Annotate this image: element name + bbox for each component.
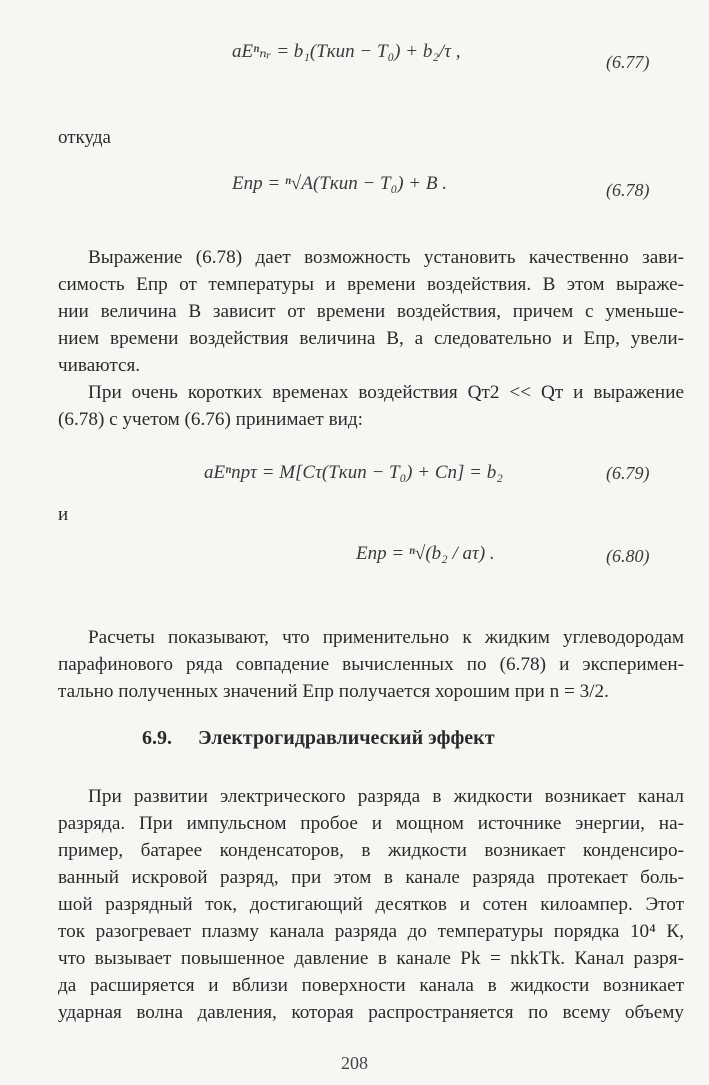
equation-6-77 xyxy=(232,40,461,63)
text-line: симость Eпр от температуры и времени воздействия. В этом выраже- xyxy=(58,274,684,295)
paragraph-4 xyxy=(58,783,684,1026)
section-heading xyxy=(142,727,495,750)
equation-number-6-77: (6.77) xyxy=(606,52,650,72)
text-line: При развитии электрического разряда в жидкости возникает канал xyxy=(88,786,684,807)
equation-number-6-80: (6.80) xyxy=(606,546,650,566)
equation-text: aEⁿпрτ = M[Cτ(Tкип − T₀) + Cп] = b₂ xyxy=(204,462,503,483)
text-line: да расширяется и вблизи поверхности канала в жидкости возникает xyxy=(58,975,684,996)
paragraph-1 xyxy=(58,244,684,379)
word-otkuda: откуда xyxy=(58,127,111,148)
text-line: чиваются. xyxy=(58,355,141,376)
text-line: что вызывает повышенное давление в канале Pk = nkkTk. Канал разря- xyxy=(58,948,684,969)
page-number: 208 xyxy=(341,1053,368,1073)
text-line: нием времени воздействия величина B, а следовательно и Eпр, увели- xyxy=(58,328,684,349)
text-line: тально полученных значений Eпр получается хорошим при n = 3/2. xyxy=(58,681,609,702)
text-line: разряда. При импульсном пробое и мощном источнике энергии, на- xyxy=(58,813,684,834)
text-line: нии величина B зависит от времени воздействия, причем с уменьше- xyxy=(58,301,684,322)
equation-6-78 xyxy=(232,173,447,195)
equation-text: Eпр = ⁿ√(b₂ / aτ) . xyxy=(356,543,495,564)
text-line: При очень коротких временах воздействия Qт2 << Qт и выражение xyxy=(88,382,684,403)
section-title: Электрогидравлический эффект xyxy=(198,727,495,749)
text-line: (6.78) с учетом (6.76) принимает вид: xyxy=(58,409,363,430)
paragraph-2 xyxy=(58,379,684,433)
equation-number-6-79: (6.79) xyxy=(606,463,650,483)
text-line: Расчеты показывают, что применительно к жидким углеводородам xyxy=(88,627,684,648)
text-line: парафинового ряда совпадение вычисленных по (6.78) и эксперимен- xyxy=(58,654,684,675)
text-line: ударная волна давления, которая распространяется по всему объему xyxy=(58,1002,684,1023)
text-line: пример, батарее конденсаторов, в жидкости возникает конденсиро- xyxy=(58,840,684,861)
equation-number-6-78: (6.78) xyxy=(606,180,650,200)
text-line: ток разогревает плазму канала разряда до температуры порядка 10⁴ К, xyxy=(58,921,684,942)
equation-text: Eпр = ⁿ√A(Tкип − T₀) + B . xyxy=(232,173,447,194)
paragraph-3 xyxy=(58,624,684,705)
equation-text: aEⁿₙᵣ = b₁(Tкип − T₀) + b₂/τ , xyxy=(232,41,461,62)
text-line: Выражение (6.78) дает возможность установить качественно зави- xyxy=(88,247,684,268)
word-and: и xyxy=(58,504,69,525)
equation-6-80 xyxy=(356,543,495,565)
section-number: 6.9. xyxy=(142,727,172,749)
text-line: ванный искровой разряд, при этом в канале разряда протекает боль- xyxy=(58,867,684,888)
text-line: шой разрядный ток, достигающий десятков и сотен килоампер. Этот xyxy=(58,894,684,915)
equation-6-79 xyxy=(204,462,503,484)
